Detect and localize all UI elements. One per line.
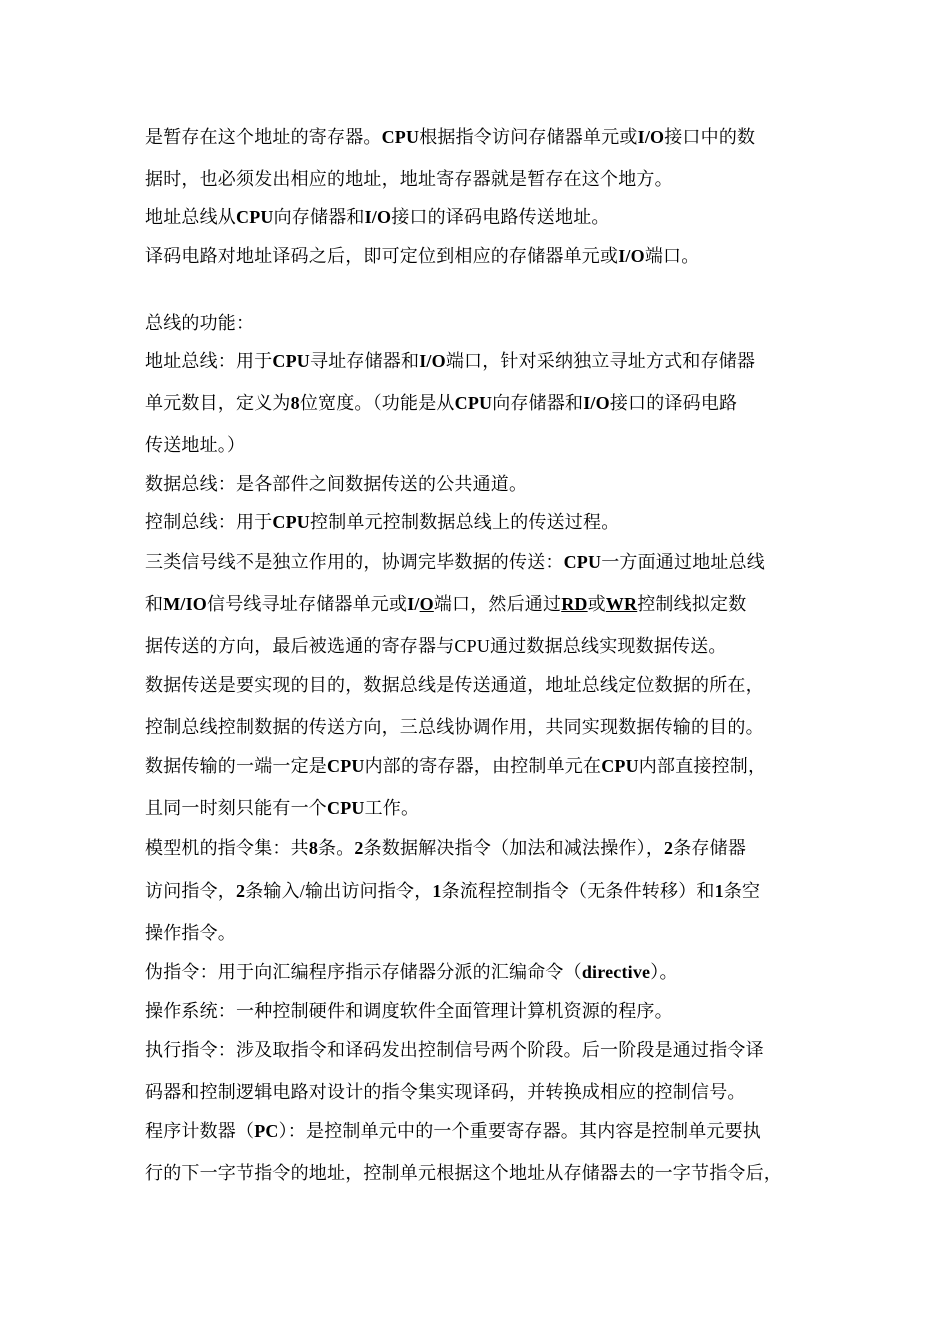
text-run: 控制总线：用于 <box>145 512 273 532</box>
text-run: 接口的译码电路传送地址。 <box>391 207 610 227</box>
text-run: 条空 <box>723 881 761 901</box>
text-run: ）。 <box>650 962 678 982</box>
term-cpu: CPU <box>454 636 491 656</box>
paragraph-execute-1: 执行指令：涉及取指令和译码发出控制信号两个阶段。后一阶段是通过指令译 <box>145 1040 764 1060</box>
term-cpu: CPU <box>236 207 274 227</box>
paragraph-transfer-end-2 <box>145 796 825 820</box>
term-wr: WR <box>605 594 638 614</box>
paragraph-program-counter-2: 行的下一字节指令的地址，控制单元根据这个地址从存储器去的一字节指令后， <box>145 1163 782 1183</box>
text-run: 三类信号线不是独立作用的，协调完毕数据的传送： <box>145 552 564 572</box>
number: 1 <box>432 881 442 901</box>
paragraph-transfer-purpose-1: 数据传送是要实现的目的，数据总线是传送通道，地址总线定位数据的所在， <box>145 675 764 695</box>
term-directive: directive <box>581 962 651 982</box>
paragraph-address-bus-line-1 <box>145 349 825 373</box>
term-rd: RD <box>561 594 588 614</box>
paragraph-control-bus <box>145 510 825 534</box>
text-run: 访问指令， <box>145 881 236 901</box>
paragraph-transfer-purpose-2: 控制总线控制数据的传送方向，三总线协调作用，共同实现数据传输的目的。 <box>145 717 764 737</box>
text-run: 条存储器 <box>673 838 747 858</box>
term-io: I/ <box>407 594 420 614</box>
text-run: 条流程控制指令（无条件转移）和 <box>441 881 715 901</box>
paragraph-address-bus-line-2 <box>145 391 825 415</box>
text-run: 数据传输的一端一定是 <box>145 756 327 776</box>
text-run: 寻址存储器和 <box>310 351 420 371</box>
text-run: 或 <box>587 594 606 614</box>
paragraph-signal-lines-2 <box>145 592 825 616</box>
term-mio: M/IO <box>163 594 207 614</box>
number: 2 <box>236 881 246 901</box>
term-cpu: CPU <box>381 127 420 147</box>
text-run: 内部的寄存器，由控制单元在 <box>364 756 602 776</box>
text-run: 和 <box>145 594 164 614</box>
paragraph-instruction-set-1 <box>145 836 825 860</box>
term-io: I/O <box>419 351 446 371</box>
text-run: 接口的译码电路 <box>609 393 738 413</box>
paragraph-program-counter-1 <box>145 1119 825 1143</box>
number: 2 <box>664 838 674 858</box>
text-run: 地址总线：用于 <box>145 351 273 371</box>
text-run: 端口，然后通过 <box>433 594 562 614</box>
term-cpu: CPU <box>563 552 602 572</box>
text-run: 且同一时刻只能有一个 <box>145 798 327 818</box>
term-pc: PC <box>254 1121 279 1141</box>
paragraph-data-bus: 数据总线：是各部件之间数据传送的公共通道。 <box>145 474 528 494</box>
text-run: 单元数目，定义为 <box>145 393 291 413</box>
term-cpu: CPU <box>454 393 493 413</box>
term-cpu: CPU <box>327 798 365 818</box>
text-run: 条输入/输出访问指令， <box>245 881 433 901</box>
paragraph-decoder <box>145 244 825 268</box>
text-run: 接口中的数 <box>664 127 756 147</box>
text-run: 条。 <box>318 838 355 858</box>
text-run: 地址总线从 <box>145 207 236 227</box>
term-cpu: CPU <box>327 756 365 776</box>
number: 2 <box>354 838 364 858</box>
text-run: 根据指令访问存储器单元或 <box>419 127 638 147</box>
text-run: 是暂存在这个地址的寄存器。 <box>145 127 382 147</box>
paragraph-signal-lines-1 <box>145 550 825 574</box>
number: 1 <box>714 881 724 901</box>
heading-bus-functions: 总线的功能： <box>145 313 255 333</box>
term-io: I/O <box>583 393 610 413</box>
term-cpu: CPU <box>272 512 310 532</box>
text-run: 通过数据总线实现数据传送。 <box>490 636 727 656</box>
text-run: 向存储器和 <box>492 393 584 413</box>
paragraph-address-bus-path <box>145 205 825 229</box>
paragraph-transfer-end-1 <box>145 754 825 778</box>
term-io: I/O <box>364 207 392 227</box>
text-run: 条数据解决指令（加法和减法操作）， <box>363 838 665 858</box>
text-run: 信号线寻址存储器单元或 <box>207 594 408 614</box>
term-io: I/O <box>637 127 665 147</box>
number: 8 <box>290 393 300 413</box>
paragraph-register-line-1 <box>145 125 825 149</box>
text-run: 程序计数器（ <box>145 1121 255 1141</box>
paragraph-execute-2: 码器和控制逻辑电路对设计的指令集实现译码，并转换成相应的控制信号。 <box>145 1082 746 1102</box>
term-io: I/O <box>618 246 645 266</box>
paragraph-operating-system: 操作系统：一种控制硬件和调度软件全面管理计算机资源的程序。 <box>145 1001 673 1021</box>
text-run: 一方面通过地址总线 <box>601 552 766 572</box>
text-run: 控制单元控制数据总线上的传送过程。 <box>310 512 620 532</box>
paragraph-register-line-2: 据时，也必须发出相应的地址，地址寄存器就是暂存在这个地方。 <box>145 169 673 189</box>
text-run: 伪指令：用于向汇编程序指示存储器分派的汇编命令（ <box>145 962 582 982</box>
text-run: 译码电路对地址译码之后，即可定位到相应的存储器单元或 <box>145 246 619 266</box>
text-run: 控制线拟定数 <box>637 594 747 614</box>
paragraph-signal-lines-3 <box>145 634 825 658</box>
text-run: 向存储器和 <box>273 207 365 227</box>
paragraph-instruction-set-2 <box>145 879 825 903</box>
paragraph-address-bus-line-3: 传送地址。） <box>145 435 246 455</box>
term-cpu: CPU <box>601 756 639 776</box>
paragraph-instruction-set-3: 操作指令。 <box>145 923 236 943</box>
text-run: 内部直接控制， <box>638 756 767 776</box>
text-run: 模型机的指令集：共 <box>145 838 309 858</box>
text-run: 据传送的方向，最后被选通的寄存器与 <box>145 636 455 656</box>
text-run: 端口，针对采纳独立寻址方式和存储器 <box>445 351 756 371</box>
text-run: 工作。 <box>364 798 420 818</box>
term-io-overline: O <box>419 594 434 614</box>
paragraph-directive <box>145 960 825 984</box>
number: 8 <box>308 838 319 858</box>
term-cpu: CPU <box>272 351 310 371</box>
text-run: 位宽度。（功能是从 <box>299 393 455 413</box>
text-run: 端口。 <box>644 246 700 266</box>
text-run: ）：是控制单元中的一个重要寄存器。其内容是控制单元要执 <box>278 1121 762 1141</box>
